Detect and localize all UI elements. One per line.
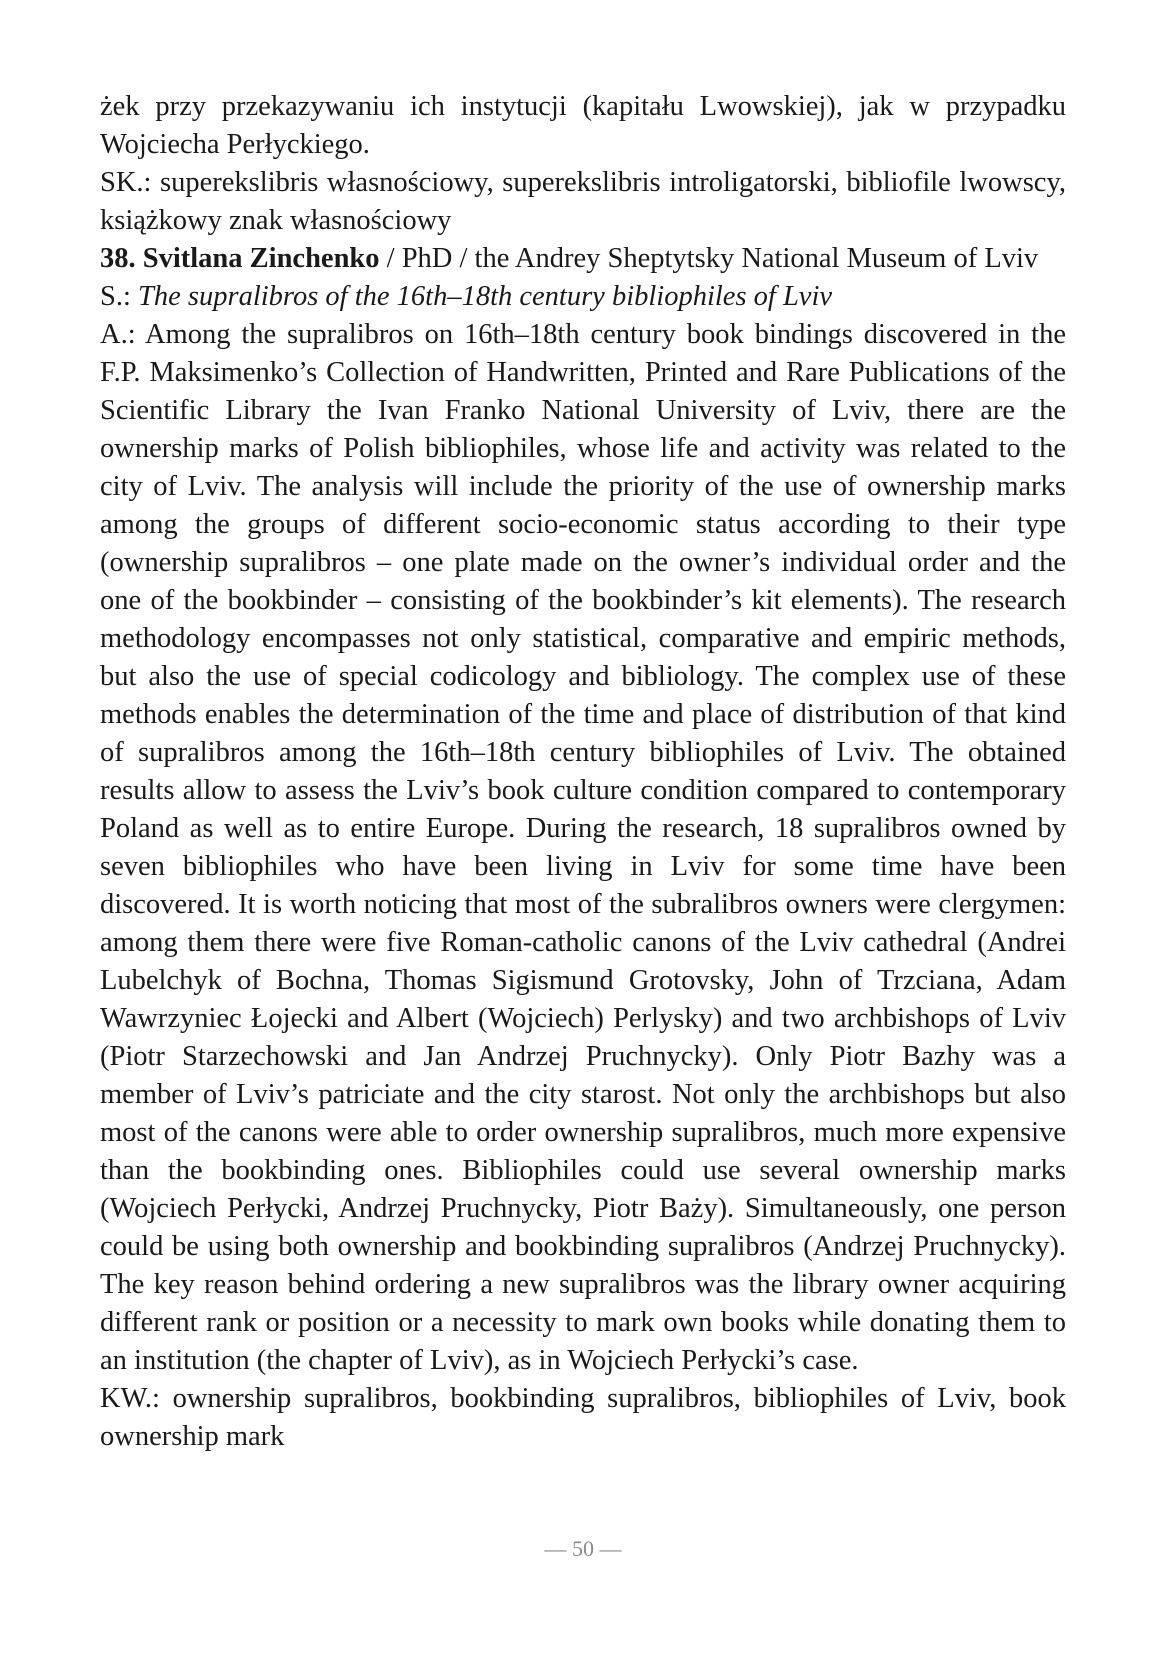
subject-prefix: S.: (100, 281, 139, 312)
entry-number-author: 38. Svitlana Zinchenko (100, 243, 380, 274)
page-body (100, 88, 1066, 1456)
entry-abstract: A.: Among the supralibros on 16th–18th century book bindings discovered in the F.P. Maksimenko’s Collection of Handwritten, Printed and Rare Publications of the Scientific Library the Ivan Franko National University of Lviv, there are the ownership marks of Polish bibliophiles, whose life and activity was related to the city of Lviv. The analysis will include the priority of the use of ownership marks among the groups of different socio-economic status according to their type (ownership supralibros – one plate made on the owner’s individual order and the one of the bookbinder – consisting of the bookbinder’s kit elements). The research methodology encompasses not only statistical, comparative and empiric methods, but also the use of special codicology and bibliology. The complex use of these methods enables the determination of the time and place of distribution of that kind of supralibros among the 16th–18th century bibliophiles of Lviv. The obtained results allow to assess the Lviv’s book culture condition compared to contemporary Poland as well as to entire Europe. During the research, 18 supralibros owned by seven bibliophiles who have been living in Lviv for some time have been discovered. It is worth noticing that most of the subralibros owners were clergymen: among them there were five Roman-catholic canons of the Lviv cathedral (Andrei Lubelchyk of Bochna, Thomas Sigismund Grotovsky, John of Trzciana, Adam Wawrzyniec Łojecki and Albert (Wojciech) Perlysky) and two archbishops of Lviv (Piotr Starzechowski and Jan Andrzej Pruchnycky). Only Piotr Bazhy was a member of Lviv’s patriciate and the city starost. Not only the archbishops but also most of the canons were able to order ownership supralibros, much more expensive than the bookbinding ones. Bibliophiles could use several ownership marks (Wojciech Perłycki, Andrzej Pruchnycky, Piotr Baży). Simultaneously, one person could be using both ownership and bookbinding supralibros (Andrzej Pruchnycky). The key reason behind ordering a new supralibros was the library owner acquiring different rank or position or a necessity to mark own books while donating them to an institution (the chapter of Lviv), as in Wojciech Perłycki’s case. (100, 319, 1066, 1376)
entry-subject (100, 278, 1066, 316)
continuation-text: żek przy przekazywaniu ich instytucji (kapitału Lwowskiej), jak w przypadku Wojciecha Perłyckiego. (100, 91, 1066, 160)
entry-keywords: KW.: ownership supralibros, bookbinding supralibros, bibliophiles of Lviv, book ownership mark (100, 1383, 1066, 1452)
subject-title: The supralibros of the 16th–18th century bibliophiles of Lviv (138, 281, 833, 312)
entry-affiliation: / PhD / the Andrey Sheptytsky National Museum of Lviv (379, 243, 1039, 274)
page-number: — 50 — (544, 1536, 622, 1561)
continuation-keywords: SK.: superekslibris własnościowy, superekslibris introligatorski, bibliofile lwowscy, książkowy znak własnościowy (100, 167, 1066, 236)
entry-header (100, 240, 1066, 278)
